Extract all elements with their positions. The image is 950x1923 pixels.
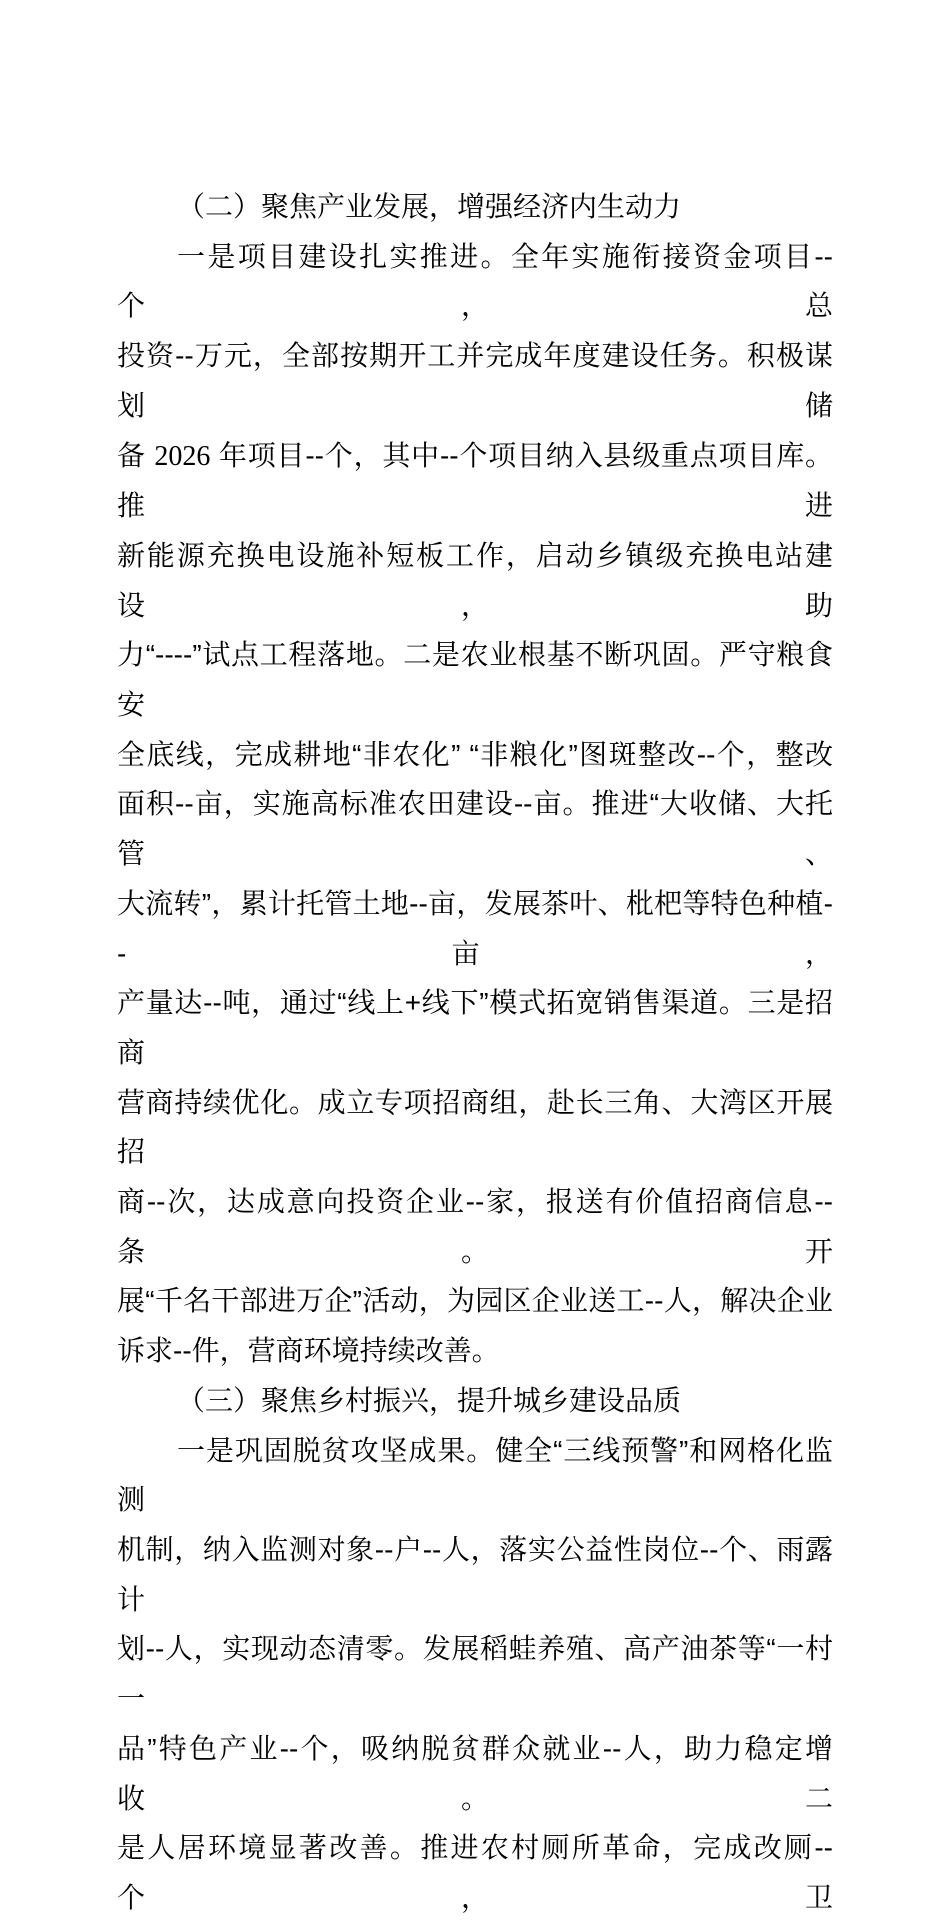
text-line: 品”特色产业--个，吸纳脱贫群众就业--人，助力稳定增收。二	[117, 1732, 833, 1814]
text-line: 诉求--件，营商环境持续改善。	[117, 1335, 500, 1367]
latin-number: 2026	[154, 440, 211, 472]
text-line: 面积--亩，实施高标准农田建设--亩。推进“大收储、大托管、	[117, 788, 833, 870]
text-line: 划--人，实现动态清零。发展稻蛙养殖、高产油茶等“一村一	[117, 1633, 833, 1715]
paragraph	[117, 232, 833, 1376]
text-line: 力“----”试点工程落地。二是农业根基不断巩固。严守粮食安	[117, 639, 833, 721]
text-line: 备 2026 年项目--个，其中--个项目纳入县级重点项目库。推进	[117, 439, 833, 522]
text-line: 是人居环境显著改善。推进农村厕所革命，完成改厕--个，卫	[117, 1832, 833, 1913]
text-line: 营商持续优化。成立专项招商组，赴长三角、大湾区开展招	[117, 1086, 833, 1168]
text-line: 商--次，达成意向投资企业--家，报送有价值招商信息--条。开	[117, 1186, 833, 1267]
text-line: 全底线，完成耕地“非农化” “非粮化”图斑整改--个，整改	[117, 738, 833, 770]
text-line: 一是巩固脱贫攻坚成果。健全“三线预警”和网格化监测	[117, 1434, 833, 1516]
section-heading: （三）聚焦乡村振兴，提升城乡建设品质	[177, 1384, 682, 1416]
section-heading: （二）聚焦产业发展，增强经济内生动力	[177, 191, 682, 222]
text-line: 产量达--吨，通过“线上+线下”模式拓宽销售渠道。三是招商	[117, 987, 833, 1068]
text-line: 投资--万元，全部按期开工并完成年度建设任务。积极谋划储	[117, 340, 833, 421]
text-line: 展“千名干部进万企”活动，为园区企业送工--人，解决企业	[117, 1285, 833, 1317]
text-line: 机制，纳入监测对象--户--人，落实公益性岗位--个、雨露计	[117, 1533, 833, 1615]
paragraph	[117, 1426, 833, 1923]
text-line: 大流转”，累计托管土地--亩，发展茶叶、枇杷等特色种植--亩，	[117, 887, 833, 969]
text-line: 新能源充换电设施补短板工作，启动乡镇级充换电站建设，助	[117, 539, 833, 621]
document-body	[117, 182, 833, 1923]
text-line: 一是项目建设扎实推进。全年实施衔接资金项目--个，总	[117, 240, 833, 322]
